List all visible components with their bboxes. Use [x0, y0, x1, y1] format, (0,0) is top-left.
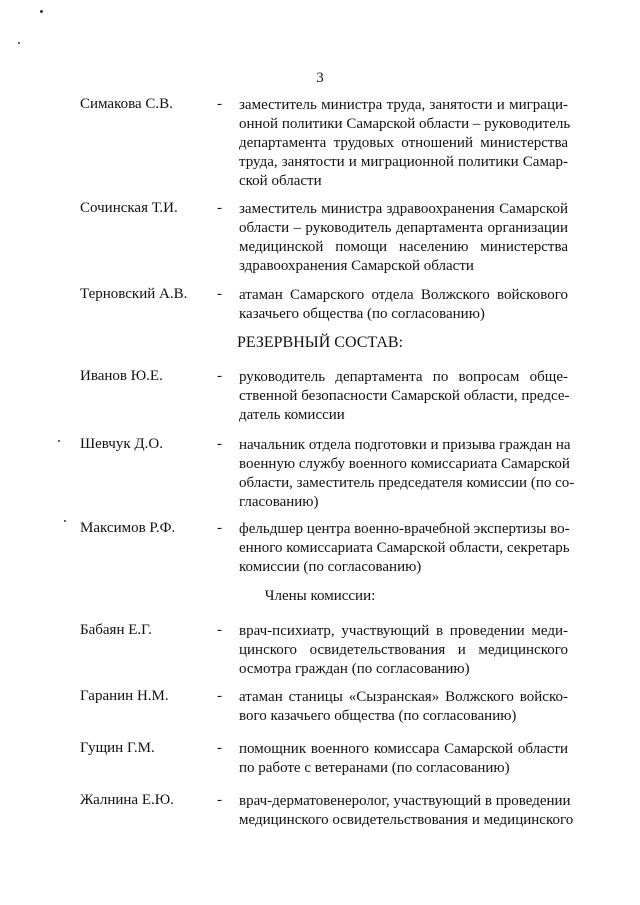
member-name: Иванов Ю.Е. — [80, 368, 163, 384]
role-line: ской области — [239, 173, 322, 189]
member-role — [239, 622, 568, 679]
role-line: начальник отдела подготовки и призыва граждан на — [239, 437, 571, 453]
member-name: Жалнина Е.Ю. — [80, 792, 174, 808]
role-line: области, заместитель председателя комиссии (по со- — [239, 475, 575, 491]
role-line: помощник военного комиссара Самарской области — [239, 741, 568, 757]
member-role — [239, 792, 574, 830]
role-line: военную службу военного комиссариата Самарской — [239, 456, 570, 472]
role-line: медицинского освидетельствования и медицинского — [239, 812, 574, 828]
role-line: врач-дерматовенеролог, участвующий в проведении — [239, 793, 571, 809]
member-name: Терновский А.В. — [80, 286, 188, 302]
member-name: Гаранин Н.М. — [80, 688, 169, 704]
member-role — [239, 520, 568, 577]
dash-separator: - — [217, 96, 222, 112]
member-role — [239, 740, 568, 778]
role-line: медицинской помощи населению министерства — [239, 239, 568, 255]
role-line: онной политики Самарской области – руководитель — [239, 116, 571, 132]
member-name: Бабаян Е.Г. — [80, 622, 152, 638]
member-name: Симакова С.В. — [80, 96, 173, 112]
member-role — [239, 436, 575, 512]
role-line: вого казачьего общества (по согласованию) — [239, 708, 517, 724]
dash-separator: - — [217, 436, 222, 452]
dash-separator: - — [217, 792, 222, 808]
role-line: заместитель министра здравоохранения Самарской — [239, 201, 568, 217]
dash-separator: - — [217, 688, 222, 704]
role-line: осмотра граждан (по согласованию) — [239, 661, 470, 677]
role-line: енного комиссариата Самарской области, секретарь — [239, 540, 570, 556]
member-name: Гущин Г.М. — [80, 740, 155, 756]
role-line: области – руководитель департамента организации — [239, 220, 568, 236]
role-line: заместитель министра труда, занятости и миграци- — [239, 97, 568, 113]
dash-separator: - — [217, 740, 222, 756]
scan-speck — [40, 10, 43, 13]
scan-speck — [58, 440, 60, 442]
members-heading: Члены комиссии: — [264, 588, 376, 604]
role-line: атаман станицы «Сызранская» Волжского войско- — [239, 689, 568, 705]
scan-speck — [64, 520, 66, 522]
role-line: руководитель департамента по вопросам обще- — [239, 369, 568, 385]
role-line: труда, занятости и миграционной политики Самар- — [239, 154, 568, 170]
role-line: датель комиссии — [239, 407, 345, 423]
member-name: Максимов Р.Ф. — [80, 520, 176, 536]
dash-separator: - — [217, 286, 222, 302]
role-line: цинского освидетельствования и медицинского — [239, 642, 568, 658]
dash-separator: - — [217, 200, 222, 216]
role-line: департамента трудовых отношений министерства — [239, 135, 568, 151]
role-line: врач-психиатр, участвующий в проведении меди- — [239, 623, 568, 639]
member-role — [239, 96, 571, 191]
reserve-heading: РЕЗЕРВНЫЙ СОСТАВ: — [236, 334, 404, 351]
page-number: 3 — [316, 70, 324, 86]
member-name: Шевчук Д.О. — [80, 436, 163, 452]
role-line: казачьего общества (по согласованию) — [239, 306, 485, 322]
role-line: гласованию) — [239, 494, 319, 510]
role-line: атаман Самарского отдела Волжского войскового — [239, 287, 568, 303]
member-role — [239, 286, 568, 324]
role-line: комиссии (по согласованию) — [239, 559, 422, 575]
member-name: Сочинская Т.И. — [80, 200, 178, 216]
role-line: фельдшер центра военно-врачебной экспертизы во- — [239, 521, 570, 537]
dash-separator: - — [217, 368, 222, 384]
member-role — [239, 688, 568, 726]
role-line: здравоохранения Самарской области — [239, 258, 474, 274]
dash-separator: - — [217, 622, 222, 638]
role-line: ственной безопасности Самарской области, предсе- — [239, 388, 570, 404]
scan-speck — [18, 42, 20, 44]
role-line: по работе с ветеранами (по согласованию) — [239, 760, 510, 776]
member-role — [239, 200, 568, 276]
member-role — [239, 368, 568, 425]
dash-separator: - — [217, 520, 222, 536]
